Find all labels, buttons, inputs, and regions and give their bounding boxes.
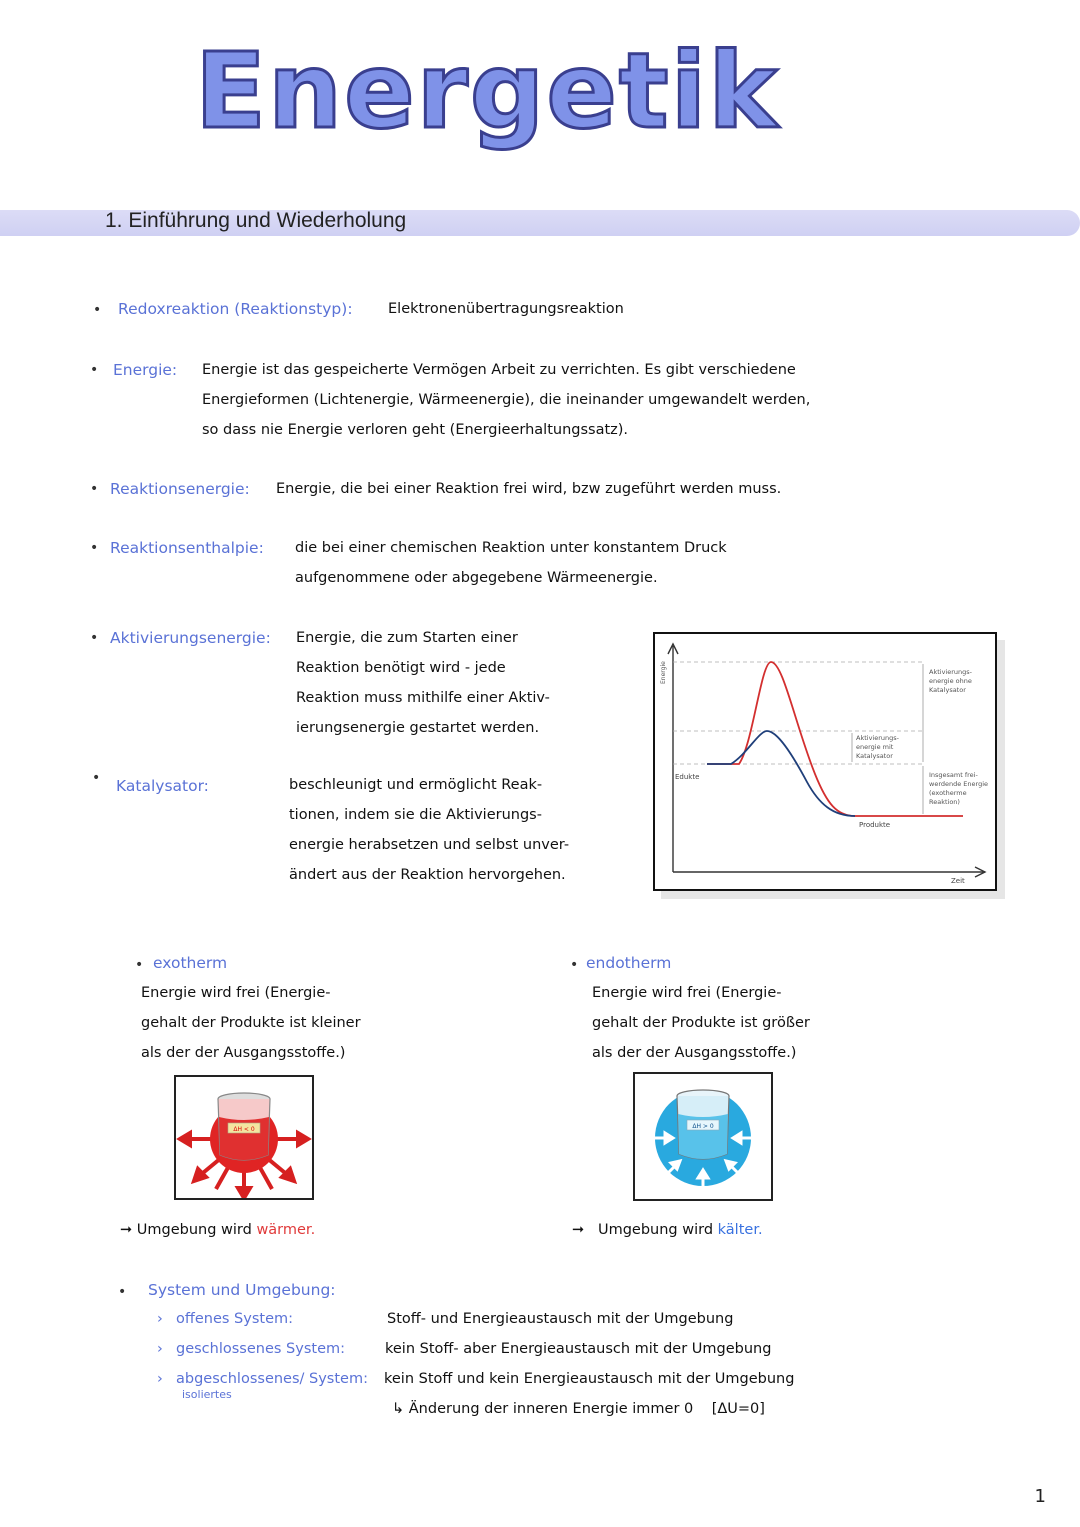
label-mit-kat-3: Katalysator — [856, 752, 893, 760]
def-reaktionsenthalpie-line-1: die bei einer chemischen Reaktion unter konstantem Druck — [295, 540, 727, 556]
label-frei-2: werdende Energie — [929, 780, 989, 788]
y-axis-label: Energie — [660, 661, 667, 684]
def-energie-line-2: Energieformen (Lichtenergie, Wärmeenergie), die ineinander umgewandelt werden, — [202, 392, 811, 408]
endotherm-result-prefix: Umgebung wird — [597, 1222, 714, 1238]
def-energie-line-3: so dass nie Energie verloren geht (Energieerhaltungssatz). — [202, 422, 629, 438]
exotherm-result-prefix: Umgebung wird — [136, 1222, 252, 1238]
x-axis-label: Zeit — [951, 877, 965, 885]
label-mit-kat-1: Aktivierungs- — [856, 734, 899, 742]
endotherm-line-1: Energie wird frei (Energie- — [592, 985, 782, 1001]
beaker-badge-text: ΔH < 0 — [233, 1126, 255, 1133]
term-katalysator: Katalysator: — [116, 777, 209, 795]
heading-endotherm: endotherm — [586, 954, 672, 972]
curve-without-catalyst — [707, 662, 963, 816]
exotherm-result-word: wärmer. — [256, 1222, 316, 1238]
def-katalysator-line-2: tionen, indem sie die Aktivierungs- — [289, 807, 542, 823]
label-frei-3: (exotherme — [929, 789, 967, 797]
system-abgeschlossen-name: abgeschlossenes/ System: — [176, 1371, 368, 1387]
system-abgeschlossen-note: isoliertes — [182, 1388, 232, 1401]
bullet-dot: • — [93, 302, 102, 318]
curve-with-catalyst — [707, 731, 855, 816]
endotherm-line-3: als der der Ausgangsstoffe.) — [592, 1045, 797, 1061]
arrow-right-icon: ➞ — [120, 1222, 133, 1238]
energy-diagram-svg — [655, 634, 995, 889]
page-number: 1 — [1034, 1486, 1046, 1507]
chevron-right-icon: › — [157, 1371, 163, 1387]
beaker-badge-text: ΔH > 0 — [692, 1123, 714, 1130]
consequence-text: Änderung der inneren Energie immer 0 — [408, 1401, 694, 1417]
arrow-right-icon: ➞ — [572, 1222, 585, 1238]
page-title: Energetik — [195, 30, 780, 152]
bullet-dot: • — [90, 362, 99, 378]
system-offen-name: offenes System: — [176, 1311, 294, 1327]
system-abgeschlossen-desc: kein Stoff und kein Energieaustausch mit der Umgebung — [384, 1371, 795, 1387]
heading-systems: System und Umgebung: — [148, 1281, 336, 1299]
label-ohne-kat-3: Katalysator — [929, 686, 966, 694]
def-reaktionsenergie: Energie, die bei einer Reaktion frei wird, bzw zugeführt werden muss. — [276, 481, 782, 497]
bullet-dot: • — [90, 540, 99, 556]
label-frei-1: Insgesamt frei- — [929, 771, 978, 779]
term-reaktionsenergie: Reaktionsenergie: — [110, 480, 250, 498]
bullet-dot: • — [135, 957, 144, 973]
consequence-formula: [ΔU=0] — [711, 1401, 765, 1417]
system-geschlossen-name: geschlossenes System: — [176, 1341, 346, 1357]
def-aktivierung-line-4: ierungsenergie gestartet werden. — [296, 720, 540, 736]
bullet-dot: • — [570, 957, 579, 973]
system-consequence — [392, 1401, 765, 1417]
label-ohne-kat-2: energie ohne — [929, 677, 972, 685]
system-geschlossen-desc: kein Stoff- aber Energieaustausch mit der Umgebung — [385, 1341, 772, 1357]
exotherm-result — [120, 1222, 315, 1238]
def-redox: Elektronenübertragungsreaktion — [388, 301, 624, 317]
label-mit-kat-2: energie mit — [856, 743, 894, 751]
system-offen-desc: Stoff- und Energieaustausch mit der Umgebung — [387, 1311, 734, 1327]
endotherm-line-2: gehalt der Produkte ist größer — [592, 1015, 810, 1031]
def-reaktionsenthalpie-line-2: aufgenommene oder abgegebene Wärmeenergie. — [295, 570, 658, 586]
endotherm-beaker-svg — [635, 1074, 771, 1199]
def-energie-line-1: Energie ist das gespeicherte Vermögen Arbeit zu verrichten. Es gibt verschiedene — [202, 362, 796, 378]
label-frei-4: Reaktion) — [929, 798, 960, 806]
label-produkte: Produkte — [859, 821, 891, 829]
bullet-dot: • — [90, 630, 99, 646]
bullet-dot: • — [92, 770, 101, 786]
exotherm-line-3: als der der Ausgangsstoffe.) — [141, 1045, 346, 1061]
bullet-dot: • — [90, 481, 99, 497]
bullet-dot: • — [118, 1284, 127, 1300]
def-katalysator-line-3: energie herabsetzen und selbst unver- — [289, 837, 570, 853]
term-aktivierungsenergie: Aktivierungsenergie: — [110, 629, 271, 647]
energy-diagram — [653, 632, 997, 891]
exotherm-image — [174, 1075, 314, 1200]
endotherm-result-word: kälter. — [717, 1222, 763, 1238]
term-energie: Energie: — [113, 361, 178, 379]
heading-exotherm: exotherm — [153, 954, 228, 972]
def-katalysator-line-1: beschleunigt und ermöglicht Reak- — [289, 777, 543, 793]
exotherm-line-2: gehalt der Produkte ist kleiner — [141, 1015, 361, 1031]
arrow-return-icon: ↳ — [392, 1401, 405, 1417]
def-katalysator-line-4: ändert aus der Reaktion hervorgehen. — [289, 867, 566, 883]
exotherm-beaker-svg — [176, 1077, 312, 1198]
endotherm-result — [572, 1222, 763, 1238]
section-heading: 1. Einführung und Wiederholung — [105, 209, 407, 232]
chevron-right-icon: › — [157, 1311, 163, 1327]
exotherm-line-1: Energie wird frei (Energie- — [141, 985, 331, 1001]
term-redox: Redoxreaktion (Reaktionstyp): — [118, 300, 353, 318]
label-ohne-kat-1: Aktivierungs- — [929, 668, 972, 676]
def-aktivierung-line-3: Reaktion muss mithilfe einer Aktiv- — [296, 690, 550, 706]
term-reaktionsenthalpie: Reaktionsenthalpie: — [110, 539, 264, 557]
def-aktivierung-line-2: Reaktion benötigt wird - jede — [296, 660, 506, 676]
chevron-right-icon: › — [157, 1341, 163, 1357]
label-edukte: Edukte — [675, 773, 700, 781]
def-aktivierung-line-1: Energie, die zum Starten einer — [296, 630, 518, 646]
endotherm-image — [633, 1072, 773, 1201]
